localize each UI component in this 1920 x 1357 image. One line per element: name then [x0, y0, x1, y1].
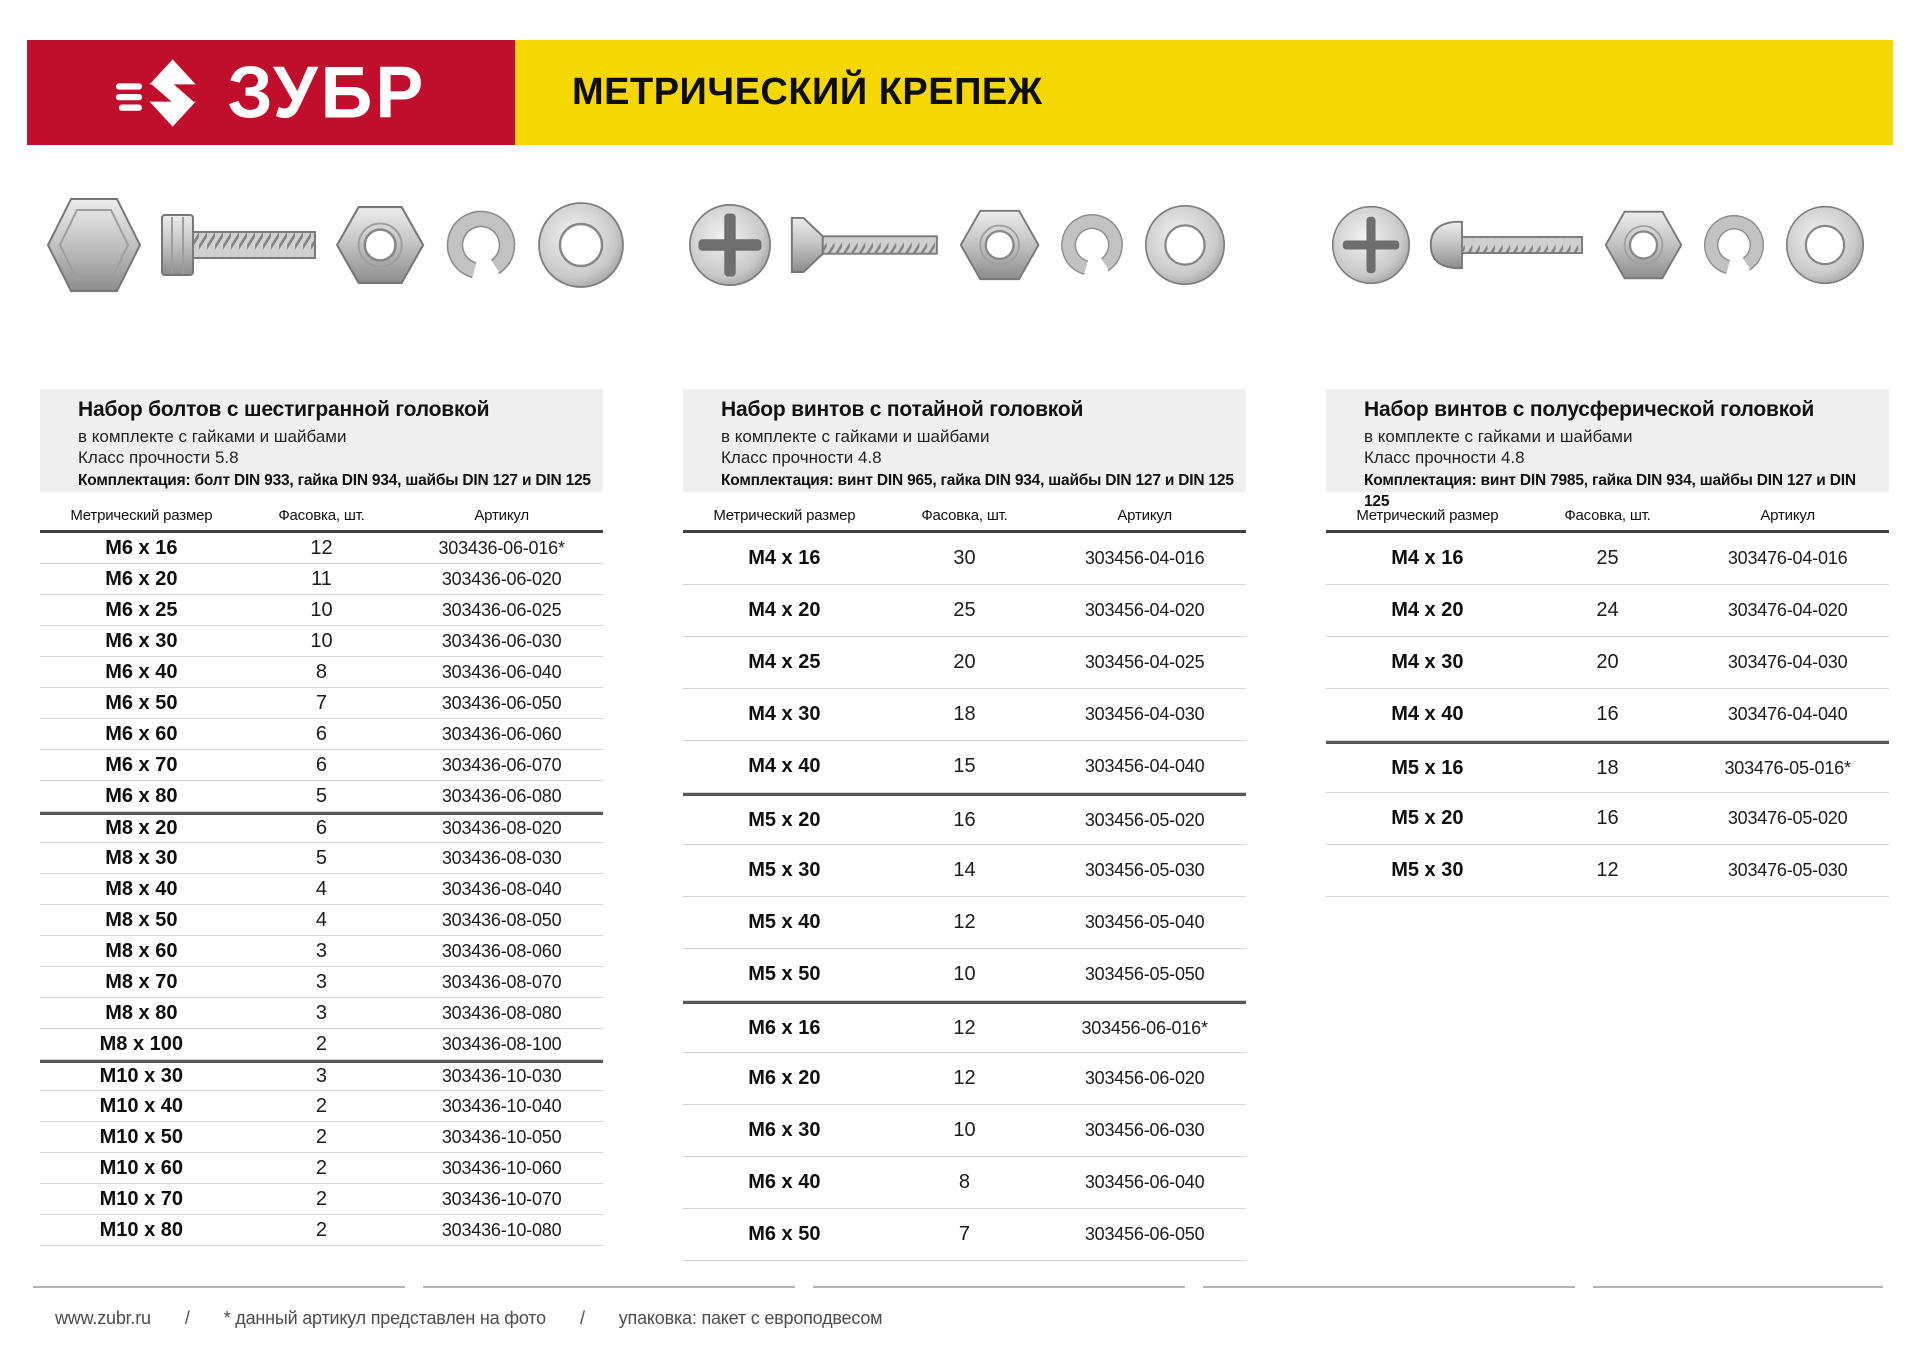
size-cell: M8 x 80: [105, 1001, 178, 1024]
table-row: [40, 657, 603, 688]
qty-cell: 3: [315, 970, 328, 993]
col-header-qty: Фасовка, шт.: [1564, 506, 1651, 524]
size-cell: M4 x 25: [748, 651, 821, 673]
table-row: [40, 843, 603, 874]
size-table: [1326, 500, 1889, 897]
qty-cell: 25: [953, 599, 976, 621]
size-cell: M4 x 16: [748, 547, 821, 569]
size-cell: M6 x 60: [105, 722, 178, 745]
size-cell: M8 x 40: [105, 877, 178, 900]
table-row: [40, 1122, 603, 1153]
pan-head-screw-photo-icon: [1427, 219, 1588, 271]
article-cell: 303436-10-060: [441, 1157, 562, 1178]
article-cell: 303436-06-060: [441, 723, 562, 744]
article-cell: 303436-10-050: [441, 1126, 562, 1147]
qty-cell: 7: [958, 1223, 971, 1245]
size-cell: M6 x 16: [748, 1016, 821, 1039]
product-photos: [40, 185, 603, 305]
size-cell: M10 x 80: [99, 1218, 184, 1241]
size-cell: M10 x 30: [99, 1065, 184, 1087]
table-row: [40, 1091, 603, 1122]
qty-cell: 2: [315, 1032, 328, 1055]
col-header-size: Метрический размер: [1356, 506, 1499, 524]
size-cell: M6 x 30: [105, 629, 178, 652]
qty-cell: 6: [315, 753, 328, 776]
page-footer: [33, 1286, 1883, 1329]
kit-contents: Комплектация: болт DIN 933, гайка DIN 934, шайбы DIN 127 и DIN 125: [78, 472, 591, 489]
article-cell: 303456-04-025: [1084, 652, 1205, 672]
section-countersunk-screws: [683, 185, 1246, 1261]
table-row: [40, 688, 603, 719]
article-cell: 303436-08-040: [441, 878, 562, 899]
product-info: [1326, 389, 1889, 510]
qty-cell: 4: [315, 877, 328, 900]
qty-cell: 11: [311, 567, 332, 590]
header-banner: [27, 40, 1893, 145]
qty-cell: 10: [310, 629, 333, 652]
qty-cell: 3: [315, 1065, 328, 1087]
size-cell: M4 x 20: [748, 599, 821, 621]
product-title: Набор болтов с шестигранной головкой: [78, 398, 490, 421]
article-cell: 303436-10-070: [441, 1188, 562, 1209]
qty-cell: 12: [953, 911, 976, 933]
table-row: [40, 1029, 603, 1060]
article-cell: 303436-10-080: [441, 1219, 562, 1240]
phillips-flat-head-top-photo-icon: [687, 202, 773, 288]
table-row: [683, 585, 1246, 637]
article-cell: 303436-08-100: [441, 1033, 562, 1054]
size-cell: M8 x 70: [105, 970, 178, 993]
table-row: [40, 1184, 603, 1215]
article-cell: 303456-06-016*: [1081, 1017, 1208, 1038]
size-cell: M6 x 25: [105, 598, 178, 621]
kit-contents: Комплектация: винт DIN 965, гайка DIN 934, шайбы DIN 127 и DIN 125: [721, 472, 1234, 489]
qty-cell: 10: [310, 598, 333, 621]
qty-cell: 2: [315, 1094, 328, 1117]
size-cell: M10 x 70: [99, 1187, 184, 1210]
article-cell: 303456-06-040: [1084, 1172, 1205, 1192]
size-cell: M10 x 50: [99, 1125, 184, 1148]
qty-cell: 2: [315, 1156, 328, 1179]
product-subtitle: в комплекте с гайками и шайбами: [78, 427, 347, 446]
countersunk-screw-photo-icon: [788, 216, 943, 274]
qty-cell: 6: [315, 722, 328, 745]
brand-name: ЗУБР: [227, 51, 427, 134]
strength-class: Класс прочности 5.8: [78, 448, 239, 467]
site-url: www.zubr.ru: [55, 1308, 151, 1328]
product-info: [683, 389, 1246, 492]
product-photos: [1326, 185, 1889, 305]
qty-cell: 2: [315, 1218, 328, 1241]
article-cell: 303456-04-030: [1084, 704, 1205, 724]
asterisk-note: * данный артикул представлен на фото: [223, 1308, 546, 1328]
flat-washer-photo-icon: [1143, 203, 1227, 287]
table-row: [683, 949, 1246, 1001]
table-body: [1326, 533, 1889, 897]
qty-cell: 12: [310, 536, 333, 559]
size-cell: M5 x 30: [748, 859, 821, 881]
size-cell: M5 x 30: [1391, 859, 1464, 881]
article-cell: 303456-05-040: [1084, 912, 1205, 932]
qty-cell: 3: [315, 939, 328, 962]
article-cell: 303476-04-040: [1727, 704, 1848, 724]
table-row: [1326, 533, 1889, 585]
table-row: [40, 564, 603, 595]
article-cell: 303436-06-050: [441, 692, 562, 713]
catalog-columns: [40, 185, 1889, 1261]
article-cell: 303436-08-060: [441, 940, 562, 961]
size-cell: M6 x 16: [105, 536, 178, 559]
table-body: [683, 533, 1246, 1261]
article-cell: 303436-08-030: [441, 847, 562, 868]
size-cell: M6 x 20: [105, 567, 178, 590]
qty-cell: 16: [1596, 703, 1619, 725]
article-cell: 303436-10-040: [441, 1095, 562, 1116]
qty-cell: 10: [953, 1119, 976, 1141]
size-cell: M4 x 30: [1391, 651, 1464, 673]
article-cell: 303436-08-080: [441, 1002, 562, 1023]
footer-divider-line: [33, 1286, 1883, 1288]
size-cell: M5 x 40: [748, 911, 821, 933]
table-row: [1326, 793, 1889, 845]
hex-nut-photo-icon: [334, 204, 426, 286]
brand-logo: [27, 40, 515, 145]
table-row: [683, 1157, 1246, 1209]
article-cell: 303456-06-030: [1084, 1120, 1205, 1140]
table-row: [683, 1053, 1246, 1105]
article-cell: 303436-08-050: [441, 909, 562, 930]
table-row: [40, 1153, 603, 1184]
qty-cell: 10: [953, 963, 976, 985]
flat-washer-photo-icon: [1784, 204, 1866, 286]
hex-bolt-head-photo-icon: [44, 195, 144, 295]
article-cell: 303436-06-040: [441, 661, 562, 682]
qty-cell: 18: [1596, 756, 1619, 779]
table-row: [40, 1060, 603, 1091]
table-row: [1326, 689, 1889, 741]
qty-cell: 30: [953, 547, 976, 569]
article-cell: 303456-06-050: [1084, 1224, 1205, 1244]
table-row: [40, 719, 603, 750]
col-header-article: Артикул: [474, 506, 529, 524]
qty-cell: 8: [958, 1171, 971, 1193]
size-cell: M5 x 50: [748, 963, 821, 985]
title-banner: [515, 40, 1893, 145]
table-row: [1326, 845, 1889, 897]
qty-cell: 16: [953, 808, 976, 831]
qty-cell: 16: [1596, 807, 1619, 829]
article-cell: 303476-05-016*: [1724, 757, 1851, 778]
size-cell: M10 x 60: [99, 1156, 184, 1179]
footer-text: [33, 1308, 1883, 1329]
article-cell: 303436-06-020: [441, 568, 562, 589]
table-row: [683, 533, 1246, 585]
product-info: [40, 389, 603, 492]
table-row: [683, 1209, 1246, 1261]
qty-cell: 24: [1596, 599, 1619, 621]
col-header-article: Артикул: [1760, 506, 1815, 524]
size-cell: M8 x 50: [105, 908, 178, 931]
size-cell: M5 x 20: [748, 808, 821, 831]
col-header-qty: Фасовка, шт.: [921, 506, 1008, 524]
table-row: [683, 897, 1246, 949]
table-row: [40, 595, 603, 626]
size-cell: M6 x 50: [105, 691, 178, 714]
phillips-pan-head-top-photo-icon: [1330, 204, 1412, 286]
qty-cell: 7: [315, 691, 328, 714]
size-cell: M6 x 80: [105, 784, 178, 807]
article-cell: 303436-08-070: [441, 971, 562, 992]
size-cell: M6 x 50: [748, 1223, 821, 1245]
size-cell: M8 x 30: [105, 846, 178, 869]
zubr-bison-arrow-icon: [116, 51, 212, 135]
article-cell: 303476-04-020: [1727, 600, 1848, 620]
article-cell: 303436-06-070: [441, 754, 562, 775]
product-photos: [683, 185, 1246, 305]
size-cell: M6 x 30: [748, 1119, 821, 1141]
qty-cell: 2: [315, 1187, 328, 1210]
qty-cell: 25: [1596, 547, 1619, 569]
size-cell: M4 x 40: [1391, 703, 1464, 725]
spring-washer-photo-icon: [1056, 209, 1128, 281]
table-row: [1326, 637, 1889, 689]
kit-contents: Комплектация: винт DIN 7985, гайка DIN 934, шайбы DIN 127 и DIN 125: [1364, 472, 1856, 510]
size-table: [40, 500, 603, 1246]
product-title: Набор винтов с потайной головкой: [721, 398, 1084, 421]
table-row: [1326, 741, 1889, 793]
qty-cell: 14: [953, 859, 976, 881]
size-cell: M4 x 20: [1391, 599, 1464, 621]
size-cell: M4 x 30: [748, 703, 821, 725]
size-cell: M8 x 100: [99, 1032, 184, 1055]
size-cell: M6 x 70: [105, 753, 178, 776]
article-cell: 303456-06-020: [1084, 1068, 1205, 1088]
article-cell: 303476-05-020: [1727, 808, 1848, 828]
col-header-article: Артикул: [1117, 506, 1172, 524]
article-cell: 303476-04-030: [1727, 652, 1848, 672]
size-cell: M6 x 40: [105, 660, 178, 683]
size-cell: M5 x 16: [1391, 756, 1464, 779]
table-row: [40, 1215, 603, 1246]
spring-washer-photo-icon: [1699, 210, 1769, 280]
article-cell: 303476-04-016: [1727, 548, 1848, 568]
packaging-note: упаковка: пакет с европодвесом: [618, 1308, 883, 1328]
qty-cell: 20: [1596, 651, 1619, 673]
flat-washer-photo-icon: [536, 200, 626, 290]
size-cell: M10 x 40: [99, 1094, 184, 1117]
table-row: [40, 936, 603, 967]
table-row: [40, 750, 603, 781]
article-cell: 303436-06-030: [441, 630, 562, 651]
table-row: [40, 905, 603, 936]
table-row: [683, 689, 1246, 741]
article-cell: 303436-08-020: [441, 818, 562, 838]
qty-cell: 2: [315, 1125, 328, 1148]
table-row: [683, 1105, 1246, 1157]
hex-nut-photo-icon: [958, 208, 1041, 282]
strength-class: Класс прочности 4.8: [721, 448, 882, 467]
article-cell: 303476-05-030: [1727, 860, 1848, 880]
qty-cell: 8: [315, 660, 328, 683]
qty-cell: 6: [315, 817, 328, 839]
qty-cell: 15: [953, 755, 976, 777]
table-row: [683, 1001, 1246, 1053]
qty-cell: 5: [315, 784, 328, 807]
table-row: [683, 793, 1246, 845]
product-title: Набор винтов с полусферической головкой: [1364, 398, 1815, 421]
spring-washer-photo-icon: [441, 205, 521, 285]
qty-cell: 4: [315, 908, 328, 931]
size-cell: M5 x 20: [1391, 807, 1464, 829]
article-cell: 303456-05-050: [1084, 964, 1205, 984]
section-hex-bolts: [40, 185, 603, 1261]
size-cell: M6 x 20: [748, 1067, 821, 1089]
article-cell: 303436-06-016*: [438, 537, 565, 558]
article-cell: 303436-06-080: [441, 785, 562, 806]
article-cell: 303436-06-025: [441, 599, 562, 620]
qty-cell: 20: [953, 651, 976, 673]
size-cell: M4 x 40: [748, 755, 821, 777]
article-cell: 303456-04-020: [1084, 600, 1205, 620]
col-header-size: Метрический размер: [713, 506, 856, 524]
size-cell: M8 x 20: [105, 817, 178, 839]
table-row: [40, 626, 603, 657]
article-cell: 303456-05-030: [1084, 860, 1205, 880]
product-subtitle: в комплекте с гайками и шайбами: [1364, 427, 1633, 446]
qty-cell: 3: [315, 1001, 328, 1024]
table-row: [40, 998, 603, 1029]
page-title: МЕТРИЧЕСКИЙ КРЕПЕЖ: [572, 71, 1043, 113]
article-cell: 303456-04-040: [1084, 756, 1205, 776]
table-header: [683, 500, 1246, 533]
size-cell: M6 x 40: [748, 1171, 821, 1193]
table-body: [40, 533, 603, 1246]
qty-cell: 12: [953, 1016, 976, 1039]
table-header: [40, 500, 603, 533]
footer-slash: /: [184, 1308, 190, 1328]
qty-cell: 5: [315, 846, 328, 869]
article-cell: 303456-05-020: [1084, 809, 1205, 830]
article-cell: 303456-04-016: [1084, 548, 1205, 568]
section-pan-head-screws: [1326, 185, 1889, 1261]
col-header-qty: Фасовка, шт.: [278, 506, 365, 524]
table-row: [40, 874, 603, 905]
product-subtitle: в комплекте с гайками и шайбами: [721, 427, 990, 446]
table-row: [683, 741, 1246, 793]
table-row: [683, 845, 1246, 897]
table-row: [683, 637, 1246, 689]
size-table: [683, 500, 1246, 1261]
table-header: [1326, 500, 1889, 533]
table-row: [40, 812, 603, 843]
hex-bolt-photo-icon: [159, 205, 319, 285]
size-cell: M4 x 16: [1391, 547, 1464, 569]
hex-nut-photo-icon: [1603, 209, 1684, 281]
col-header-size: Метрический размер: [70, 506, 213, 524]
qty-cell: 18: [953, 703, 976, 725]
table-row: [40, 533, 603, 564]
strength-class: Класс прочности 4.8: [1364, 448, 1525, 467]
size-cell: M8 x 60: [105, 939, 178, 962]
table-row: [40, 781, 603, 812]
footer-slash: /: [579, 1308, 585, 1328]
table-row: [40, 967, 603, 998]
article-cell: 303436-10-030: [441, 1066, 562, 1086]
table-row: [1326, 585, 1889, 637]
qty-cell: 12: [953, 1067, 976, 1089]
qty-cell: 12: [1596, 859, 1619, 881]
